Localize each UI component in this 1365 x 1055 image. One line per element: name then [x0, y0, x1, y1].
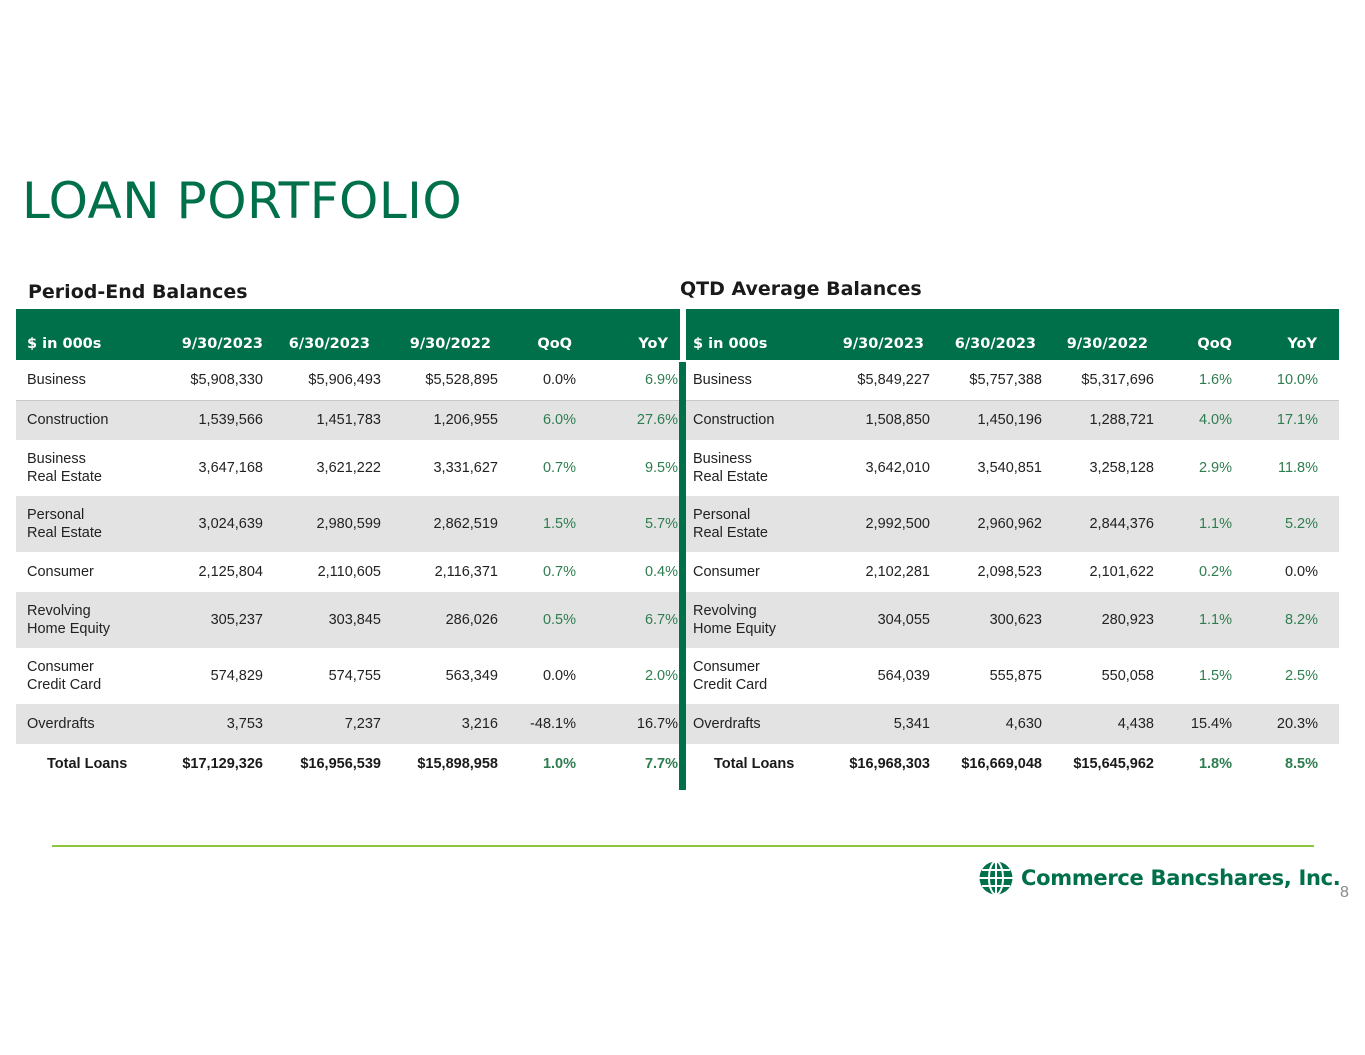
header-col-2: 6/30/2023	[954, 336, 1036, 352]
cell-value: 286,026	[445, 612, 498, 628]
table-row	[686, 496, 1339, 552]
cell-yoy: 0.0%	[1284, 564, 1318, 580]
cell-yoy: 8.5%	[1284, 756, 1318, 772]
cell-yoy: 11.8%	[1277, 460, 1318, 476]
cell-yoy: 27.6%	[636, 412, 678, 429]
cell-qoq: 0.7%	[542, 460, 576, 476]
qtd-average-section-title: QTD Average Balances	[680, 278, 922, 300]
table-header-row	[16, 309, 680, 360]
cell-value: 1,508,850	[865, 412, 930, 429]
cell-value: 2,098,523	[977, 564, 1042, 580]
cell-value: 2,102,281	[865, 564, 930, 580]
row-label: Overdrafts	[27, 716, 95, 732]
cell-value: 1,288,721	[1089, 412, 1154, 429]
cell-value: 4,630	[1005, 716, 1042, 732]
header-qoq: QoQ	[1197, 336, 1232, 352]
cell-value: $17,129,326	[182, 756, 263, 772]
cell-yoy: 10.0%	[1276, 371, 1318, 388]
cell-value: 550,058	[1101, 668, 1154, 684]
table-row	[16, 400, 680, 440]
table-header-row	[686, 309, 1339, 360]
cell-value: 2,992,500	[865, 516, 930, 532]
row-label: Consumer	[27, 564, 94, 580]
cell-value: 5,341	[893, 716, 930, 732]
cell-value: 1,206,955	[433, 412, 498, 429]
page-number: 8	[1340, 884, 1349, 901]
cell-yoy: 2.0%	[644, 668, 678, 684]
cell-value: 1,450,196	[977, 412, 1042, 429]
cell-yoy: 7.7%	[644, 756, 678, 772]
cell-qoq: 1.0%	[542, 756, 576, 772]
row-label: Consumer	[693, 564, 760, 580]
row-label: Business	[27, 371, 86, 388]
table-row	[16, 552, 680, 592]
table-row	[686, 704, 1339, 744]
cell-value: 2,110,605	[317, 564, 381, 580]
cell-value: 555,875	[989, 668, 1042, 684]
row-label: Construction	[693, 412, 775, 429]
cell-value: 2,844,376	[1089, 516, 1154, 532]
cell-value: $5,317,696	[1081, 371, 1154, 388]
cell-yoy: 16.7%	[636, 716, 678, 732]
cell-value: $5,757,388	[969, 371, 1042, 388]
total-row	[686, 744, 1339, 784]
qtd-average-table	[686, 309, 1339, 784]
company-logo	[978, 860, 1340, 896]
cell-value: $5,908,330	[190, 371, 263, 388]
header-yoy: YoY	[638, 336, 668, 352]
cell-qoq: 1.6%	[1198, 371, 1232, 388]
globe-icon	[978, 860, 1014, 896]
cell-yoy: 2.5%	[1284, 668, 1318, 684]
row-label: Business Real Estate	[693, 451, 768, 485]
table-row	[686, 440, 1339, 496]
row-label: Personal Real Estate	[693, 507, 768, 541]
total-row	[16, 744, 680, 784]
row-label: Business	[693, 371, 752, 388]
cell-value: 3,753	[226, 716, 263, 732]
cell-qoq: 0.0%	[542, 668, 576, 684]
cell-qoq: 1.5%	[1198, 668, 1232, 684]
cell-value: 2,960,962	[977, 516, 1042, 532]
cell-value: 7,237	[344, 716, 381, 732]
cell-value: $15,645,962	[1073, 756, 1154, 772]
row-label: Revolving Home Equity	[693, 603, 777, 637]
row-label: Consumer Credit Card	[693, 659, 768, 693]
cell-qoq: 1.5%	[542, 516, 576, 532]
cell-yoy: 17.1%	[1276, 412, 1318, 429]
cell-value: 304,055	[877, 612, 930, 628]
row-label: Revolving Home Equity	[27, 603, 111, 637]
cell-value: 2,101,622	[1089, 564, 1154, 580]
cell-qoq: 15.4%	[1190, 716, 1232, 732]
cell-qoq: 4.0%	[1198, 412, 1232, 429]
cell-qoq: 6.0%	[542, 412, 576, 429]
cell-value: 3,331,627	[433, 460, 498, 476]
cell-value: 3,216	[461, 716, 498, 732]
cell-value: $15,898,958	[417, 756, 498, 772]
table-row	[686, 592, 1339, 648]
header-col-1: 9/30/2023	[181, 336, 263, 352]
cell-qoq: 1.1%	[1198, 516, 1232, 532]
cell-value: 1,539,566	[198, 412, 263, 429]
cell-value: 3,621,222	[316, 460, 381, 476]
row-label: Personal Real Estate	[27, 507, 102, 541]
header-col-2: 6/30/2023	[288, 336, 370, 352]
row-label: Total Loans	[47, 756, 128, 772]
cell-value: $16,968,303	[849, 756, 930, 772]
header-col-1: 9/30/2023	[842, 336, 924, 352]
footer-divider	[52, 845, 1314, 847]
table-row	[16, 648, 680, 704]
table-row	[686, 400, 1339, 440]
cell-value: 280,923	[1101, 612, 1154, 628]
cell-value: 564,039	[877, 668, 930, 684]
cell-value: $5,849,227	[857, 371, 930, 388]
header-col-3: 9/30/2022	[409, 336, 491, 352]
cell-qoq: 1.8%	[1198, 756, 1232, 772]
cell-value: $5,528,895	[425, 371, 498, 388]
cell-value: 2,980,599	[316, 516, 381, 532]
row-label: Business Real Estate	[27, 451, 102, 485]
header-col-3: 9/30/2022	[1066, 336, 1148, 352]
row-label: Overdrafts	[693, 716, 761, 732]
cell-qoq: 0.0%	[542, 371, 576, 388]
page-title: LOAN PORTFOLIO	[22, 172, 463, 230]
cell-value: 563,349	[445, 668, 498, 684]
cell-yoy: 8.2%	[1284, 612, 1318, 628]
cell-yoy: 6.7%	[644, 612, 678, 628]
period-end-table	[16, 309, 680, 784]
header-qoq: QoQ	[537, 336, 572, 352]
cell-qoq: 0.7%	[542, 564, 576, 580]
cell-value: 574,829	[210, 668, 263, 684]
logo-text: Commerce Bancshares, Inc.	[1021, 866, 1341, 890]
cell-value: 3,258,128	[1089, 460, 1154, 476]
table-row	[16, 704, 680, 744]
table-divider	[679, 362, 686, 790]
cell-yoy: 9.5%	[644, 460, 678, 476]
cell-value: 3,024,639	[198, 516, 263, 532]
cell-value: 303,845	[328, 612, 381, 628]
table-row	[686, 360, 1339, 400]
cell-value: $5,906,493	[308, 371, 381, 388]
cell-value: 2,862,519	[433, 516, 498, 532]
cell-value: 305,237	[210, 612, 263, 628]
cell-qoq: 1.1%	[1198, 612, 1232, 628]
cell-qoq: -48.1%	[530, 716, 576, 732]
cell-value: $16,956,539	[300, 756, 381, 772]
cell-yoy: 20.3%	[1276, 716, 1318, 732]
table-row	[16, 496, 680, 552]
table-row	[16, 360, 680, 400]
cell-value: 574,755	[328, 668, 381, 684]
table-row	[16, 592, 680, 648]
cell-value: $16,669,048	[961, 756, 1042, 772]
cell-value: 3,540,851	[977, 460, 1042, 476]
header-yoy: YoY	[1287, 336, 1317, 352]
row-label: Total Loans	[714, 756, 795, 772]
cell-qoq: 0.2%	[1198, 564, 1232, 580]
cell-value: 3,642,010	[865, 460, 930, 476]
table-row	[686, 648, 1339, 704]
period-end-section-title: Period-End Balances	[28, 281, 248, 303]
cell-value: 3,647,168	[198, 460, 263, 476]
header-units: $ in 000s	[693, 336, 768, 352]
cell-qoq: 2.9%	[1198, 460, 1232, 476]
cell-qoq: 0.5%	[542, 612, 576, 628]
header-units: $ in 000s	[27, 336, 102, 352]
cell-yoy: 0.4%	[644, 564, 678, 580]
cell-yoy: 5.7%	[644, 516, 678, 532]
cell-value: 1,451,783	[316, 412, 381, 429]
table-row	[686, 552, 1339, 592]
row-label: Construction	[27, 412, 109, 429]
cell-value: 2,116,371	[434, 564, 498, 580]
cell-value: 300,623	[989, 612, 1042, 628]
cell-yoy: 6.9%	[644, 371, 678, 388]
cell-value: 2,125,804	[198, 564, 263, 580]
row-label: Consumer Credit Card	[27, 659, 102, 693]
table-row	[16, 440, 680, 496]
cell-value: 4,438	[1117, 716, 1154, 732]
cell-yoy: 5.2%	[1284, 516, 1318, 532]
